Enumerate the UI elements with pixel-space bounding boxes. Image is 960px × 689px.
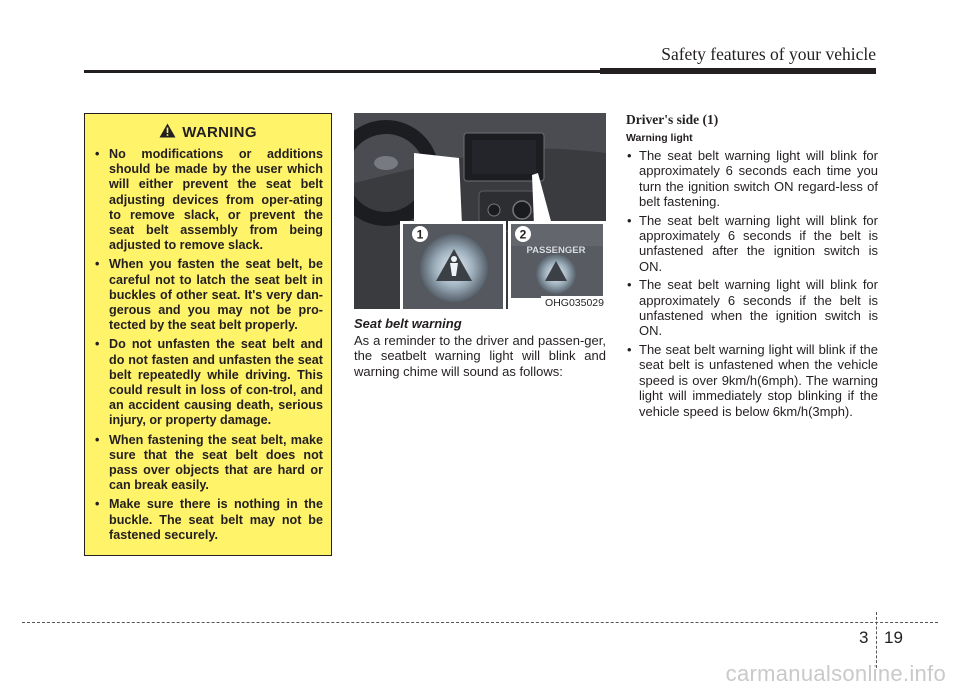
warning-heading-text: WARNING — [182, 124, 257, 141]
warning-list — [93, 147, 323, 543]
dashboard-figure — [354, 113, 606, 309]
list-item: • The seat belt warning light will blink for approximately 6 seconds if the belt is unfastened when the ignition switch is ON. — [626, 277, 878, 339]
warning-box — [84, 113, 332, 556]
header-rule-accent — [600, 68, 876, 74]
list-item: • The seat belt warning light will blink for approximately 6 seconds if the belt is unfastened after the ignition switch is ON. — [626, 213, 878, 275]
list-item: • The seat belt warning light will blink if the seat belt is unfastened when the vehicle speed is over 9km/h(6mph). The warning light will immediately stop blinking if the vehicle speed is below 6km/h(3mph). — [626, 342, 878, 419]
warning-light-heading: Warning light — [626, 132, 693, 144]
page-number: 19 — [884, 628, 903, 647]
list-item: • The seat belt warning light will blink for approximately 6 seconds each time you turn the ignition switch ON regard-less of belt fastening. — [626, 148, 878, 210]
footer-rule — [22, 622, 938, 623]
warning-light-list — [626, 148, 878, 419]
warning-item: • When fastening the seat belt, make sure that the seat belt does not pass over objects that are hard or can break easily. — [93, 433, 323, 494]
warning-item: • No modifications or additions should be made by the user which will either prevent the seat belt adjusting devices from oper-ating to remove slack, or prevent the seat belt assembly from being adjusted to remove slack. — [93, 147, 323, 253]
page-header-title: Safety features of your vehicle — [661, 44, 876, 64]
warning-item: • Make sure there is nothing in the buckle. The seat belt may not be fastened securely. — [93, 497, 323, 543]
warning-triangle-icon — [159, 123, 176, 142]
warning-item: • When you fasten the seat belt, be careful not to latch the seat belt in buckles of other seat. It's very dan-gerous and you may not be pro-tected by the seat belt properly. — [93, 257, 323, 333]
passenger-indicator-label: PASSENGER — [526, 245, 586, 256]
dashboard-illustration — [354, 113, 606, 309]
drivers-side-heading: Driver's side (1) — [626, 112, 719, 127]
right-column — [626, 112, 878, 422]
intro-paragraph: As a reminder to the driver and passen-ger, the seatbelt warning light will blink and warning chime will sound as follows: — [354, 333, 606, 379]
footer-divider — [876, 612, 877, 668]
chapter-number: 3 — [859, 628, 869, 647]
watermark: carmanualsonline.info — [725, 661, 946, 686]
callout-2-label: 2 — [519, 227, 527, 242]
section-title: Seat belt warning — [354, 316, 462, 331]
callout-1-label: 1 — [416, 227, 424, 242]
figure-code: OHG035029 — [541, 296, 606, 309]
warning-heading — [93, 123, 323, 142]
warning-item: • Do not unfasten the seat belt and do not fasten and unfasten the seat belt repeatedly while driving. This could result in loss of con-trol, and an accident causing death, serious injury, or property damage. — [93, 337, 323, 428]
